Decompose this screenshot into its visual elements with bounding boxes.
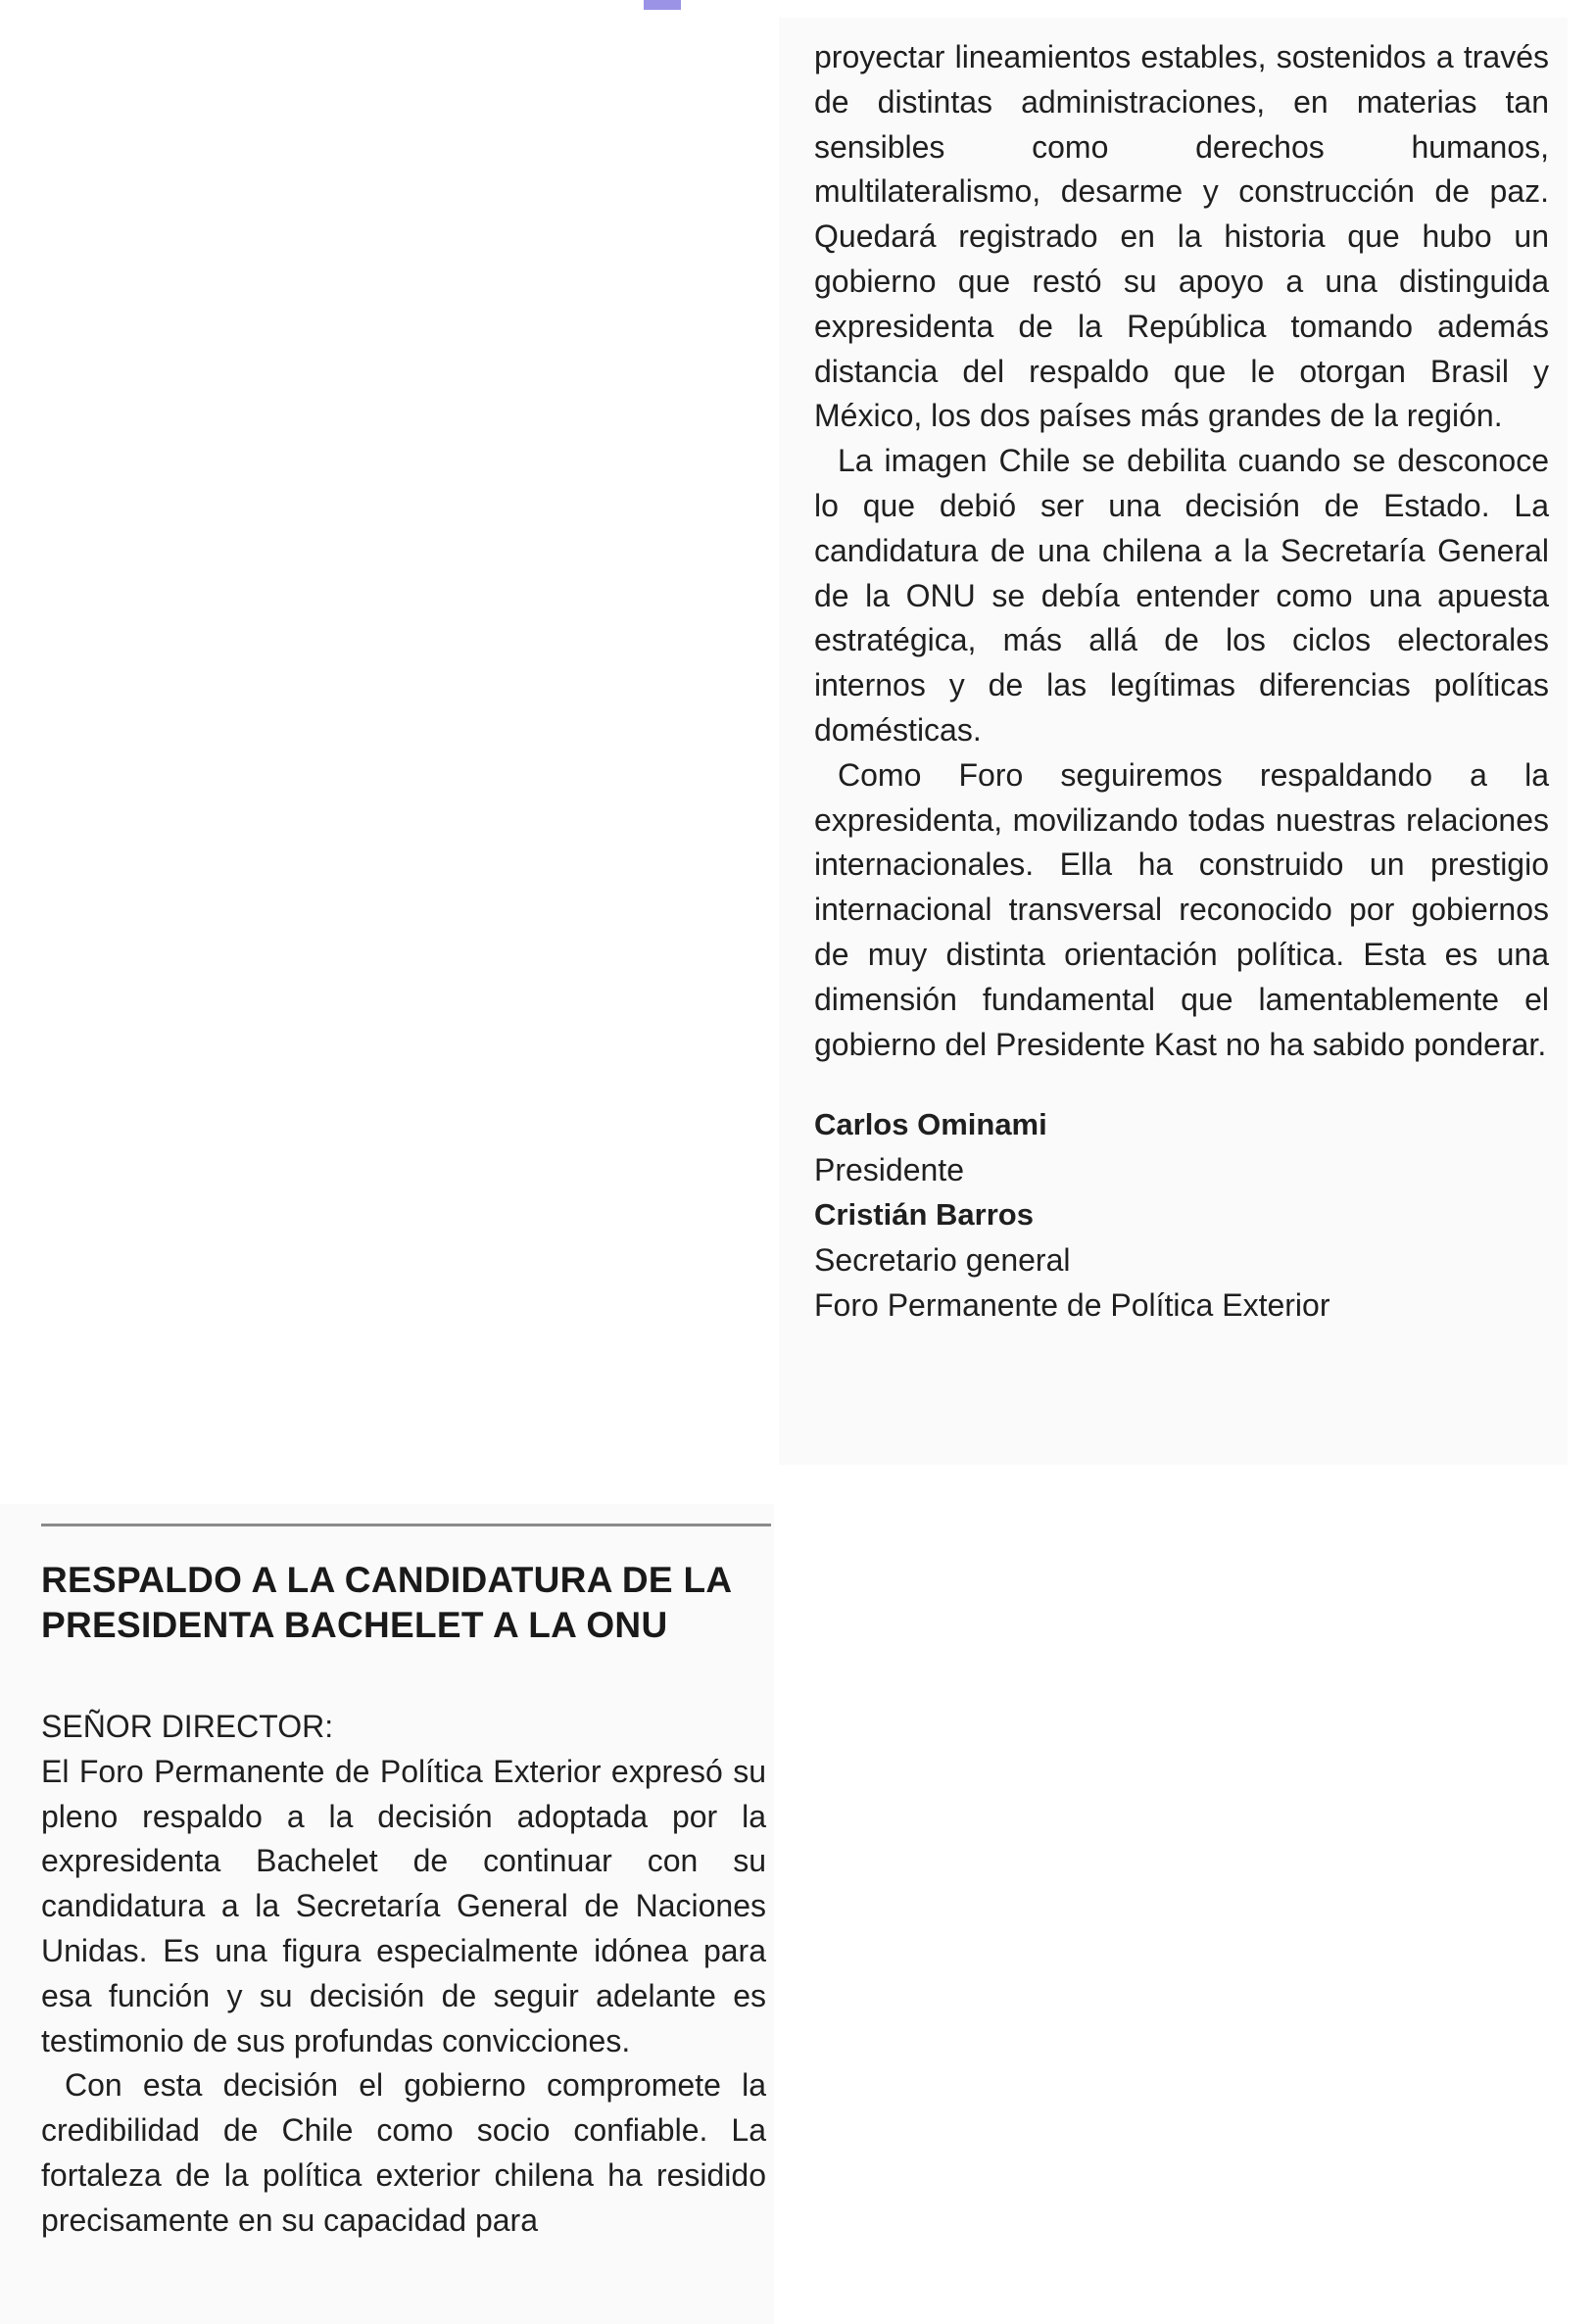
signatory-role-1: Presidente [814,1152,964,1188]
continuation-paragraph-1: proyectar lineamientos estables, sostenidos a través de distintas administraciones, en materias tan sensibles como derechos humanos, multilateralismo, desarme y construcción de paz. Quedará registrado en la historia que hubo un gobierno que restó su apoyo a una distinguida expresidenta de la República tomando además distancia del respaldo que le otorgan Brasil y México, los dos países más grandes de la región. [814,39,1549,434]
letter-continuation-text [814,35,1549,1328]
letter-body [41,1705,766,2244]
signatory-role-2: Secretario general [814,1242,1071,1279]
letter-headline: RESPALDO A LA CANDIDATURA DE LA PRESIDENTA BACHELET A LA ONU [41,1560,732,1645]
signatory-name-1: Carlos Ominami [814,1107,1047,1142]
continuation-paragraph-2: La imagen Chile se debilita cuando se desconoce lo que debió ser una decisión de Estado. La candidatura de una chilena a la Secretaría General de la ONU se debía entender como una apuesta estratégica, más allá de los ciclos electorales internos y de las legítimas diferencias políticas domésticas. [814,443,1549,748]
top-accent-mark [644,0,681,10]
section-divider [41,1524,771,1526]
letter-continuation-column [779,18,1568,1465]
letter-paragraph-1: El Foro Permanente de Política Exterior expresó su pleno respaldo a la decisión adoptada por la expresidenta Bachelet de continuar con su candidatura a la Secretaría General de Naciones Unidas. Es una figura especialmente idónea para esa función y su decisión de seguir adelante es testimonio de sus profundas convicciones. [41,1753,766,2058]
signatory-name-2: Cristián Barros [814,1197,1034,1233]
signatory-organization: Foro Permanente de Política Exterior [814,1287,1330,1324]
letter-paragraph-2: Con esta decisión el gobierno compromete la credibilidad de Chile como socio confiable. La fortaleza de la política exterior chilena ha residido precisamente en su capacidad para [41,2067,766,2238]
continuation-paragraph-3: Como Foro seguiremos respaldando a la expresidenta, movilizando todas nuestras relaciones internacionales. Ella ha construido un prestigio internacional transversal reconocido por gobiernos de muy distinta orientación política. Esta es una dimensión fundamental que lamentablemente el gobierno del Presidente Kast no ha sabido ponderar. [814,756,1549,1062]
letter-salutation: SEÑOR DIRECTOR: [41,1709,334,1744]
signature-block [814,1102,1549,1328]
letter-start-column [0,1504,774,2324]
